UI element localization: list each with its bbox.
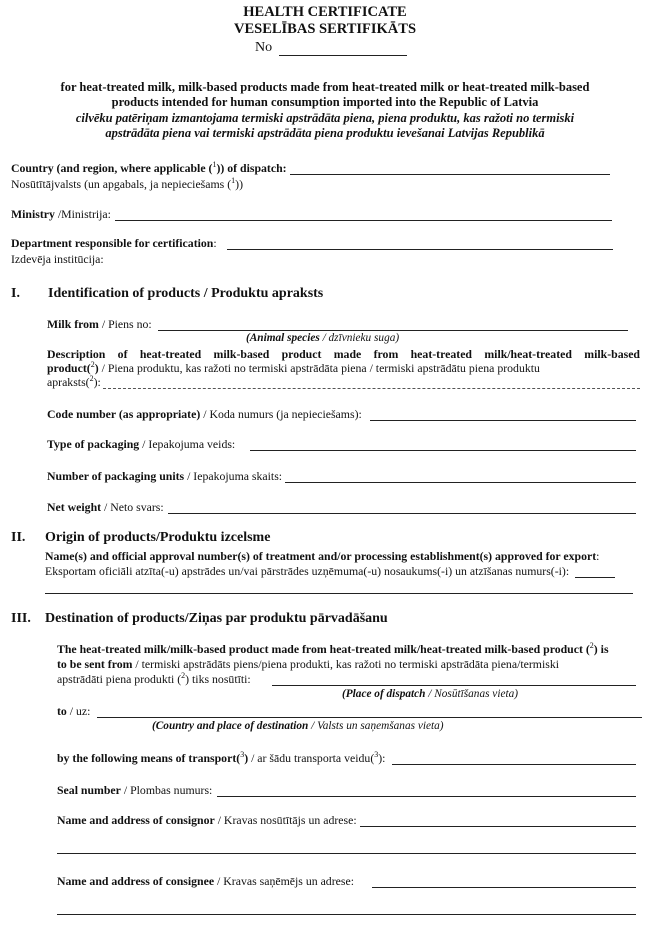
- country-label-en: Country (and region, where applicable ($^1$)) of dispatch:: [11, 160, 287, 175]
- consignee-field-line-2[interactable]: [57, 914, 636, 915]
- consignor-label: Name and address of consignor / Kravas nosūtītājs un adrese:: [57, 813, 357, 827]
- place-of-dispatch-field[interactable]: [272, 685, 636, 686]
- establishment-field-inline[interactable]: [575, 577, 615, 578]
- destination-hint: (Country and place of destination / Valsts un saņemšanas vieta): [152, 720, 444, 732]
- destination-field[interactable]: [97, 717, 642, 718]
- title-en: HEALTH CERTIFICATE: [243, 4, 407, 20]
- code-number-label: Code number (as appropriate) / Koda numurs (ja nepieciešams):: [47, 407, 362, 421]
- seal-number-label: Seal number / Plombas numurs:: [57, 783, 213, 797]
- certificate-number-field[interactable]: [279, 55, 407, 56]
- intro-line-3: cilvēku patēriņam izmantojama termiski apstrādāta piena, piena produktu, kas ražoti no termiski: [75, 111, 575, 125]
- section-2-number: II.: [11, 530, 26, 545]
- ministry-label: Ministry /Ministrija:: [11, 207, 111, 221]
- establishment-field[interactable]: [45, 593, 633, 594]
- section-3-title: Destination of products/Ziņas par produktu pārvadāšanu: [45, 611, 388, 626]
- packaging-type-field[interactable]: [250, 450, 636, 451]
- net-weight-field[interactable]: [168, 513, 636, 514]
- destination-para-line-1: The heat-treated milk/milk-based product made from heat-treated milk/heat-treated milk-based product ($^2$) is: [57, 641, 609, 656]
- consignor-field[interactable]: [360, 826, 636, 827]
- consignee-field[interactable]: [372, 887, 636, 888]
- department-label-en: Department responsible for certification:: [11, 236, 217, 250]
- description-field[interactable]: [103, 388, 640, 389]
- description-line-1: Description of heat-treated milk-based product made from heat-treated milk/heat-treated milk-based: [47, 347, 640, 361]
- transport-label: by the following means of transport($^3$) / ar šādu transporta veidu($^3$):: [57, 750, 386, 765]
- intro-line-4: apstrādāta piena vai termiski apstrādāta piena produktu ievešanai Latvijas Republikā: [105, 126, 545, 140]
- packaging-type-label: Type of packaging / Iepakojuma veids:: [47, 437, 236, 451]
- description-line-3: apraksts($^2$):: [47, 374, 101, 389]
- net-weight-label: Net weight / Neto svars:: [47, 500, 164, 514]
- place-of-dispatch-hint: (Place of dispatch / Nosūtīšanas vieta): [342, 688, 519, 700]
- packaging-units-label: Number of packaging units / Iepakojuma skaits:: [47, 469, 283, 483]
- consignee-label: Name and address of consignee / Kravas saņēmējs un adrese:: [57, 874, 354, 888]
- section-1-number: I.: [11, 286, 20, 301]
- consignor-field-line-2[interactable]: [57, 853, 636, 854]
- certificate-number-label: No: [255, 40, 273, 55]
- ministry-field[interactable]: [115, 220, 612, 221]
- section-2-title: Origin of products/Produktu izcelsme: [45, 530, 271, 545]
- country-label-lv: Nosūtītājvalsts (un apgabals, ja nepieciešams ($^1$)): [11, 176, 244, 191]
- title-lv: VESELĪBAS SERTIFIKĀTS: [233, 21, 417, 37]
- establishment-label-en: Name(s) and official approval number(s) of treatment and/or processing establishment(s) approved for export:: [45, 549, 600, 563]
- department-field[interactable]: [227, 249, 613, 250]
- code-number-field[interactable]: [370, 420, 636, 421]
- establishment-label-lv: Eksportam oficiāli atzīta(-u) apstrādes un/vai pārstrādes uzņēmuma(-u) nosaukums(-i) un atzīšanas numurs(-i):: [45, 564, 570, 578]
- milk-from-label: Milk from / Piens no:: [47, 317, 152, 331]
- destination-para-line-3: apstrādāti piena produkti ($^2$) tiks nosūtīti:: [57, 671, 251, 686]
- description-line-2: product($^2$) / Piena produktu, kas ražoti no termiski apstrādāta piena / termiski apstrādātu piena produktu: [47, 360, 540, 375]
- to-label: to / uz:: [57, 704, 91, 718]
- transport-field[interactable]: [392, 764, 636, 765]
- department-label-lv: Izdevēja institūcija:: [11, 252, 104, 266]
- section-3-number: III.: [11, 611, 31, 626]
- packaging-units-field[interactable]: [285, 482, 636, 483]
- destination-para-line-2: to be sent from / termiski apstrādāts piens/piena produkti, kas ražoti no termiski apstrādāta piena/termiski: [57, 657, 560, 671]
- seal-number-field[interactable]: [217, 796, 636, 797]
- milk-from-field[interactable]: [158, 330, 628, 331]
- section-1-title: Identification of products / Produktu apraksts: [48, 286, 324, 301]
- intro-line-2: products intended for human consumption imported into the Republic of Latvia: [111, 95, 539, 109]
- country-field[interactable]: [290, 174, 610, 175]
- animal-species-hint: (Animal species / dzīvnieku suga): [246, 332, 400, 344]
- intro-line-1: for heat-treated milk, milk-based products made from heat-treated milk or heat-treated milk-based: [60, 80, 590, 94]
